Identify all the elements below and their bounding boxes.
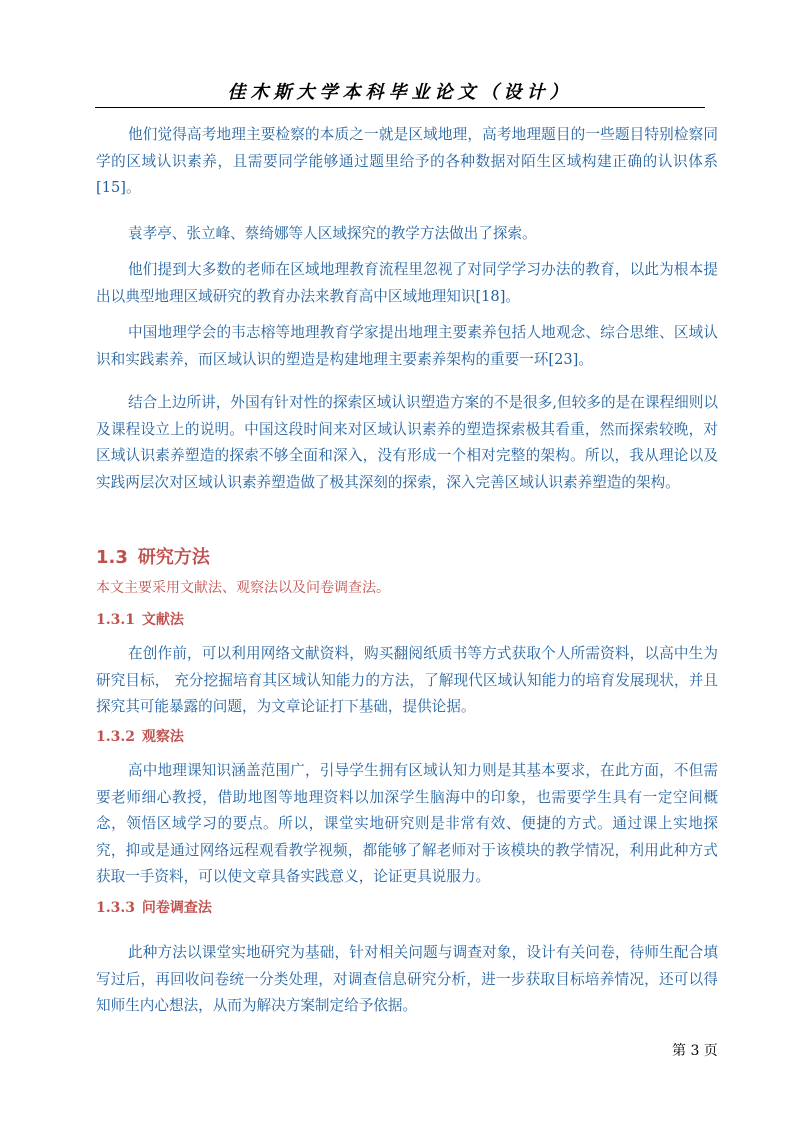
- paragraph-4: 中国地理学会的韦志榕等地理教育学家提出地理主要素养包括人地观念、综合思维、区域认识和实践素养，而区域认识的塑造是构建地理主要素养架构的重要一环[23]。: [96, 324, 718, 368]
- subsection-heading-3: [96, 898, 212, 918]
- subsection-number: 1.3.3: [96, 900, 135, 916]
- section-lead: 本文主要采用文献法、观察法以及问卷调查法。: [96, 580, 390, 596]
- paragraph-1: 他们觉得高考地理主要检察的本质之一就是区域地理，高考地理题目的一些题目特别检察同学的区域认识素养，且需要同学能够通过题里给予的各种数据对陌生区域构建正确的认识体系[15]。: [96, 126, 718, 196]
- page-number: 第 3 页: [672, 1043, 718, 1059]
- header-rule: [95, 107, 705, 108]
- section-number: 1.3: [96, 547, 128, 568]
- subsection-heading-1: [96, 610, 184, 630]
- subsection-number: 1.3.2: [96, 729, 135, 745]
- subsection-1-text: 在创作前，可以利用网络文献资料，购买翻阅纸质书等方式获取个人所需资料，以高中生为研究目标， 充分挖掘培育其区域认知能力的方法，了解现代区域认知能力的培育发展现状，并且探究其可能暴露的问题，为文章论证打下基础，提供论据。: [96, 645, 718, 715]
- paragraph-2: 袁孝亭、张立峰、蔡绮娜等人区域探究的教学方法做出了探索。: [128, 225, 537, 242]
- subsection-heading-2: [96, 727, 184, 747]
- subsection-number: 1.3.1: [96, 612, 135, 628]
- subsection-title: 文献法: [141, 612, 184, 628]
- subsection-title: 问卷调查法: [141, 900, 212, 916]
- paragraph-3: 他们提到大多数的老师在区域地理教育流程里忽视了对同学学习办法的教育，以此为根本提出以典型地理区域研究的教育办法来教育高中区域地理知识[18]。: [96, 261, 718, 305]
- paragraph-5: 结合上边所讲，外国有针对性的探索区域认识塑造方案的不是很多,但较多的是在课程细则以及课程设立上的说明。中国这段时间来对区域认识素养的塑造探索极其看重，然而探索较晚，对区域认识素养塑造的探索不够全面和深入，没有形成一个相对完整的架构。所以，我从理论以及实践两层次对区域认识素养塑造做了极其深刻的探索，深入完善区域认识素养塑造的架构。: [96, 394, 718, 491]
- page-header-title: 佳木斯大学本科毕业论文（设计）: [227, 82, 573, 103]
- subsection-2-text: 高中地理课知识涵盖范围广，引导学生拥有区域认知力则是其基本要求，在此方面，不但需要老师细心教授，借助地图等地理资料以加深学生脑海中的印象，也需要学生具有一定空间概念，领悟区域学习的要点。所以，课堂实地研究则是非常有效、便捷的方式。通过课上实地探究，抑或是通过网络远程观看教学视频，都能够了解老师对于该模块的教学情况，利用此种方式获取一手资料，可以使文章具备实践意义，论证更具说服力。: [96, 762, 718, 885]
- subsection-title: 观察法: [141, 729, 184, 745]
- subsection-3-text: 此种方法以课堂实地研究为基础，针对相关问题与调查对象，设计有关问卷，待师生配合填写过后，再回收问卷统一分类处理，对调查信息研究分析，进一步获取目标培养情况，还可以得知师生内心想法，从而为解决方案制定给予依据。: [96, 944, 718, 1014]
- section-heading: [96, 543, 210, 569]
- section-title: 研究方法: [137, 547, 210, 568]
